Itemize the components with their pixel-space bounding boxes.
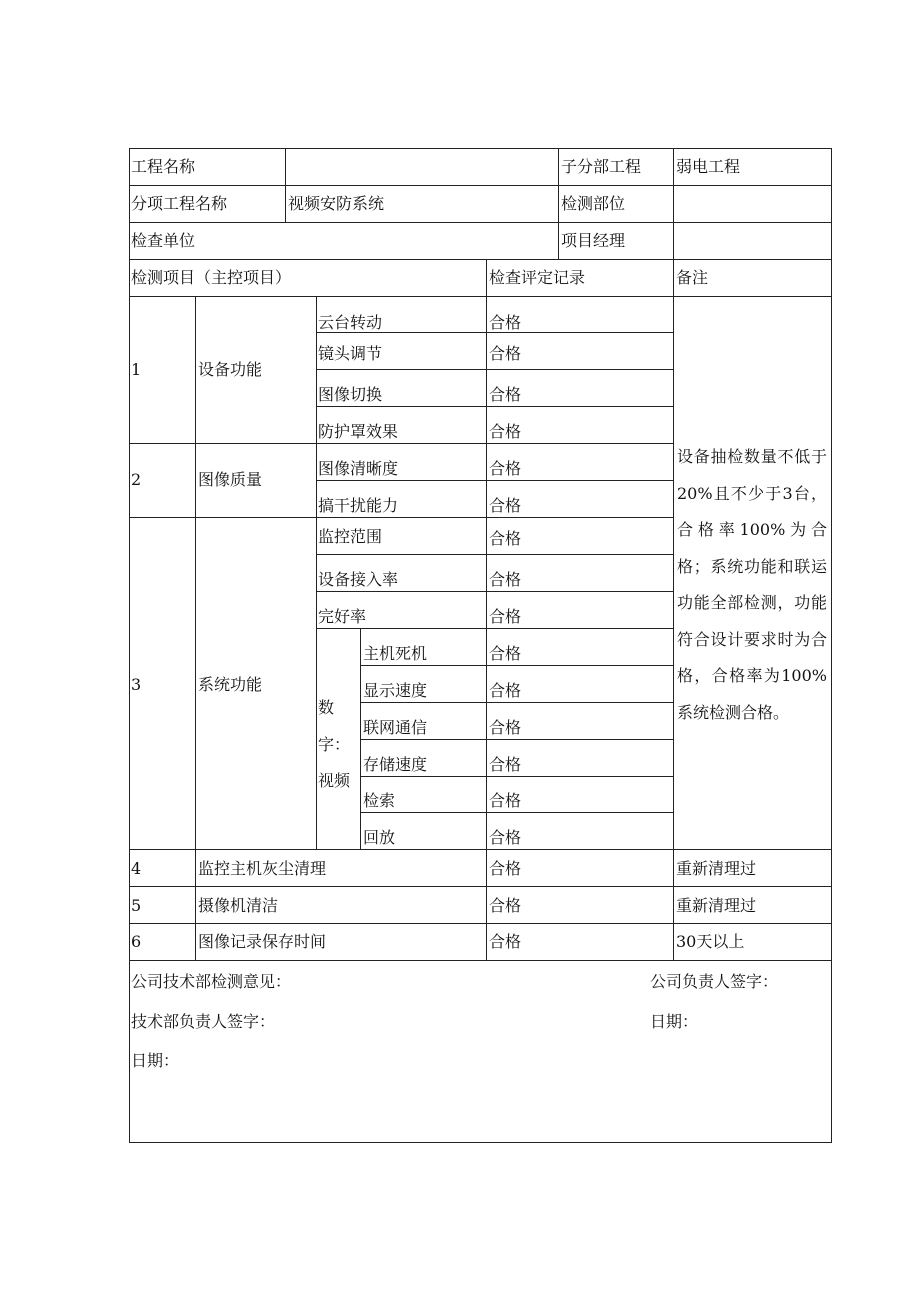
check-item-name: 防护罩效果 [318, 422, 399, 441]
grid-line [316, 296, 317, 849]
check-item-result: 合格 [489, 607, 522, 626]
check-item-result: 合格 [489, 459, 522, 478]
row-name: 图像记录保存时间 [198, 932, 327, 951]
row-name: 摄像机清洁 [198, 896, 279, 915]
grid-line [316, 369, 674, 370]
grid-line [673, 148, 674, 259]
check-item-name: 显示速度 [363, 681, 428, 700]
check-item-name: 图像清晰度 [318, 459, 399, 478]
check-item-result: 合格 [489, 718, 522, 737]
item-name-value: 视频安防系统 [288, 194, 385, 213]
check-item-name: 监控范围 [318, 527, 383, 546]
grid-line [360, 812, 674, 813]
grid-line [831, 148, 832, 1143]
group-name: 系统功能 [198, 675, 263, 694]
column-header-remark: 备注 [676, 268, 709, 287]
check-item-result: 合格 [489, 422, 522, 441]
digital-video-label: 数 [318, 698, 335, 717]
check-item-result: 合格 [489, 313, 522, 332]
date-label-left: 日期： [131, 1051, 180, 1070]
digital-video-label: 视频 [318, 771, 351, 790]
grid-line [360, 739, 674, 740]
grid-line [673, 259, 674, 960]
grid-line [129, 923, 832, 924]
group-name: 图像质量 [198, 470, 263, 489]
grid-line [129, 148, 130, 1143]
group-name: 设备功能 [198, 360, 263, 379]
grid-line [129, 517, 674, 518]
grid-line [360, 702, 674, 703]
check-item-result: 合格 [489, 344, 522, 363]
group-number: 3 [131, 675, 142, 694]
grid-line [316, 480, 674, 481]
grid-line [195, 296, 196, 960]
grid-line [360, 628, 361, 849]
row-result: 合格 [489, 932, 522, 951]
check-item-name: 搞干扰能力 [318, 496, 399, 515]
grid-line [129, 185, 832, 186]
digital-video-label: 字： [318, 735, 351, 754]
row-remark: 重新清理过 [676, 896, 757, 915]
row-name: 监控主机灰尘清理 [198, 859, 327, 878]
grid-line [486, 259, 487, 960]
check-item-result: 合格 [489, 644, 522, 663]
grid-line [316, 628, 674, 629]
grid-line [316, 554, 674, 555]
grid-line [129, 960, 832, 961]
check-item-name: 云台转动 [318, 313, 383, 332]
test-location-label: 检测部位 [561, 194, 626, 213]
row-remark: 重新清理过 [676, 859, 757, 878]
grid-line [360, 665, 674, 666]
column-header-item: 检测项目（主控项目） [131, 268, 292, 287]
grid-line [129, 222, 832, 223]
item-name-label: 分项工程名称 [131, 194, 228, 213]
remark-note: 设备抽检数量不低于20%且不少于3台，合格率100%为合格；系统功能和联运功能全部检测，功能符合设计要求时为合格，合格率为100%系统检测合格。 [677, 447, 827, 722]
grid-line [316, 591, 674, 592]
grid-line [129, 886, 832, 887]
grid-line [129, 148, 832, 149]
row-number: 5 [131, 896, 142, 915]
check-item-name: 联网通信 [363, 718, 428, 737]
check-item-result: 合格 [489, 496, 522, 515]
grid-line [316, 332, 674, 333]
grid-line [129, 443, 674, 444]
check-item-result: 合格 [489, 570, 522, 589]
row-number: 4 [131, 859, 142, 878]
opinion-label: 公司技术部检测意见： [131, 972, 292, 991]
grid-line [129, 1142, 832, 1143]
row-number: 6 [131, 932, 142, 951]
grid-line [558, 148, 559, 259]
check-item-name: 镜头调节 [318, 344, 383, 363]
row-result: 合格 [489, 859, 522, 878]
check-item-name: 设备接入率 [318, 570, 399, 589]
group-number: 2 [131, 470, 142, 489]
check-item-result: 合格 [489, 681, 522, 700]
sub-division-value: 弱电工程 [676, 157, 741, 176]
grid-line [316, 406, 674, 407]
check-item-result: 合格 [489, 529, 522, 548]
group-number: 1 [131, 360, 142, 379]
grid-line [129, 296, 832, 297]
check-item-result: 合格 [489, 755, 522, 774]
inspection-unit-label: 检查单位 [131, 231, 196, 250]
column-header-record: 检查评定记录 [489, 268, 586, 287]
check-item-result: 合格 [489, 385, 522, 404]
check-item-name: 图像切换 [318, 385, 383, 404]
check-item-name: 回放 [363, 828, 396, 847]
date-label-right: 日期： [650, 1012, 699, 1031]
project-name-label: 工程名称 [131, 157, 196, 176]
check-item-result: 合格 [489, 791, 522, 810]
tech-head-sign-label: 技术部负责人签字： [131, 1012, 276, 1031]
check-item-name: 检索 [363, 791, 396, 810]
row-remark: 30天以上 [676, 932, 745, 951]
row-result: 合格 [489, 896, 522, 915]
sub-division-label: 子分部工程 [561, 157, 642, 176]
grid-line [129, 849, 832, 850]
check-item-name: 主机死机 [363, 644, 428, 663]
project-manager-label: 项目经理 [561, 231, 626, 250]
check-item-name: 存储速度 [363, 755, 428, 774]
grid-line [129, 259, 832, 260]
grid-line [360, 776, 674, 777]
company-head-sign-label: 公司负责人签字： [650, 972, 779, 991]
check-item-result: 合格 [489, 828, 522, 847]
check-item-name: 完好率 [318, 607, 367, 626]
grid-line [285, 148, 286, 222]
